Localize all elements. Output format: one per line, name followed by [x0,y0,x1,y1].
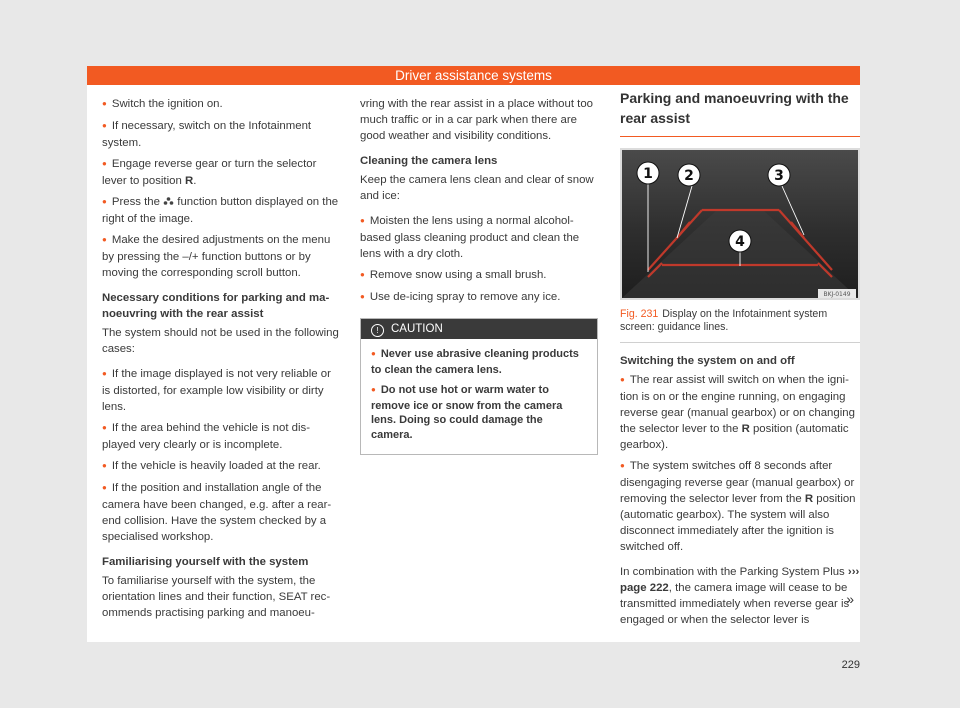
callout-label-3: 3 [774,168,784,184]
list-item-text: position (automatic gearbox). [620,423,849,451]
figure-caption [620,308,860,343]
paragraph: To familiarise yourself with the system, the orientation lines and their function, SEAT recommends practising parking and manoeu- [102,575,331,619]
page-number: 229 [841,659,860,671]
list-item: ● If the vehicle is heavily loaded at the rear. [102,458,339,475]
column-right [620,90,860,633]
callout-label-4: 4 [735,234,745,250]
section-heading: Cleaning the camera lens [360,155,498,167]
manual-page [87,66,860,642]
list-item: ● Never use abrasive cleaning products to clean the camera lens. [371,347,587,377]
caution-header [361,319,597,339]
list-item: ● Moisten the lens using a normal alcohol-based glass cleaning product and clean the lens with a dry cloth. [360,213,598,262]
paragraph: The system should not be used in the following cases: [102,327,339,355]
caution-box [360,318,598,455]
callout-label-2: 2 [684,168,694,184]
column-left [102,96,339,626]
list-item: ● If the position and installation angle of the camera have been changed, e.g. after a rear-end collision. Have the system checked by a specialised workshop. [102,480,339,545]
list-item: ● Make the desired adjustments on the menu by pressing the –/+ function buttons or by moving the corresponding scroll button. [102,232,339,281]
figure-caption-text: Display on the Infotainment system screen: guidance lines. [620,308,828,333]
figure-code: BKJ-0149 [823,291,851,298]
paragraph-text: , the camera image will cease to be transmitted immediately when reverse gear is engaged or when the selector lever is [620,582,850,626]
section-heading: Familiarising yourself with the system [102,556,309,568]
list-item-text: Engage reverse gear or turn the selector lever to position [102,158,317,187]
paragraph: Keep the camera lens clean and clear of snow and ice: [360,174,594,202]
settings-function-icon [163,196,174,208]
section-heading: Switching the system on and off [620,355,795,367]
list-item [102,194,339,227]
callout-label-1: 1 [643,166,653,182]
list-item [620,372,860,453]
list-item: ● Engage reverse gear or turn the selector lever to position R. [102,156,339,189]
warning-icon: ! [371,324,384,337]
list-item: ● Do not use hot or warm water to remove ice or snow from the camera lens. Doing so could damage the camera. [371,383,587,442]
column-middle [360,96,598,455]
list-item: ● If the image displayed is not very reliable or is distorted, for example low visibility or dirty lens. [102,366,339,415]
caution-body [361,339,597,454]
section-heading: Necessary conditions for parking and manoeuvring with the rear assist [102,292,330,320]
list-item-text: function button displayed on the right of the image. [102,196,339,225]
list-item-text: The rear assist will switch on when the ignition is on or the engine running, on engaging reverse gear (manual gearbox) or on changing the selector lever to the [620,374,855,435]
paragraph-text: In combination with the Parking System Plus [620,566,848,578]
page-reference-link[interactable]: ››› page 222 [620,566,860,594]
gear-position-r: R [184,175,194,187]
list-item-text: The system switches off 8 seconds after disengaging reverse gear (manual gearbox) or removing the selector lever from the [620,460,855,505]
list-item: ● Remove snow using a small brush. [360,267,598,284]
page-header: Driver assistance systems [87,66,860,85]
figure-number: Fig. 231 [620,308,659,320]
continued-marker: » [846,591,854,607]
figure-rear-camera [620,148,860,300]
list-item: ● Use de-icing spray to remove any ice. [360,289,598,306]
list-item-text: Press the [111,196,164,208]
list-item: ● If the area behind the vehicle is not displayed very clearly or is incomplete. [102,420,339,453]
page-title: Parking and manoeuvring with the rear assist [620,88,860,137]
caution-title: CAUTION [391,323,443,335]
list-item: ● If necessary, switch on the Infotainment system. [102,118,339,151]
paragraph [620,564,860,628]
list-item [620,458,860,555]
guidance-lines-image [622,150,858,298]
paragraph: vring with the rear assist in a place without too much traffic or in a car park when there are good weather and visibility conditions. [360,98,593,142]
list-item-text: position (automatic gearbox). The system will also disconnect immediately after the ignition is switched off. [620,493,856,553]
gear-position-r: R [804,493,814,505]
list-item: ● Switch the ignition on. [102,96,339,113]
gear-position-r: R [741,423,750,435]
